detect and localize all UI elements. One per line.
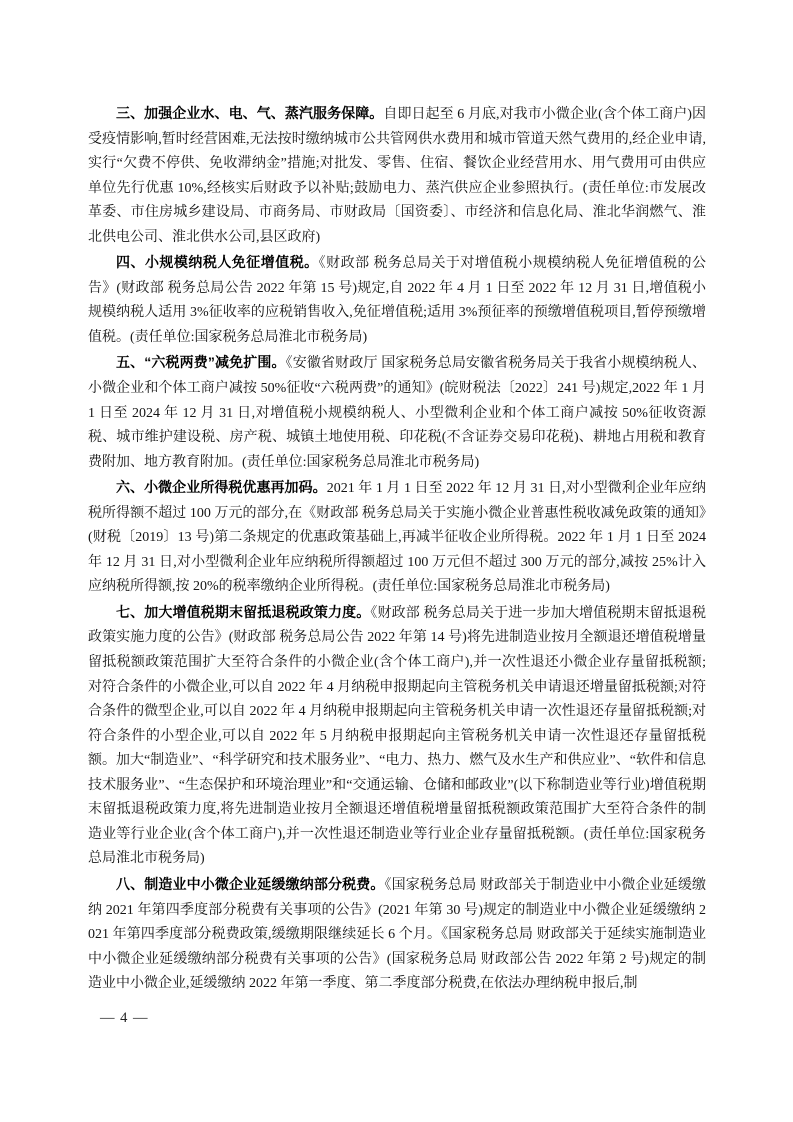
document-content (88, 101, 706, 997)
paragraph-heading: 四、小规模纳税人免征增值税。 (116, 254, 319, 271)
paragraph-body: 《财政部 税务总局关于对增值税小规模纳税人免征增值税的公告》(财政部 税务总局公告 2022 年第 15 号)规定,自 2022 年 4 月 1 日至 2022 年 12 月 31 日,增值税小规模纳税人适用 3%征收率的应税销售收入,免征增值税;适用 3%预征率的预缴增值税项目,暂停预缴增值税。(责任单位:国家税务总局淮北市税务局) (88, 256, 707, 345)
page-number: — 4 — (100, 1010, 149, 1026)
paragraph-heading: 五、“六税两费”减免扩围。 (116, 354, 286, 371)
policy-paragraph-3 (88, 101, 706, 250)
paragraph-body: 《安徽省财政厅 国家税务总局安徽省税务局关于我省小规模纳税人、小微企业和个体工商户减按 50%征收“六税两费”的通知》(皖财税法〔2022〕241 号)规定,2022 年 1 月 1 日至 2024 年 12 月 31 日,对增值税小规模纳税人、小型微利企业和个体工商户减按 50%征收资源税、城市维护建设税、房产税、城镇土地使用税、印花税(不含证券交易印花税)、耕地占用税和教育费附加、地方教育附加。(责任单位:国家税务总局淮北市税务局) (88, 356, 707, 470)
paragraph-body: 自即日起至 6 月底,对我市小微企业(含个体工商户)因受疫情影响,暂时经营困难,无法按时缴纳城市公共管网供水费用和城市管道天然气费用的,经企业申请,实行“欠费不停供、免收滞纳金”措施;对批发、零售、住宿、餐饮企业经营用水、用气费用可由供应单位先行优惠 10%,经核实后财政予以补贴;鼓励电力、蒸汽供应企业参照执行。(责任单位:市发展改革委、市住房城乡建设局、市商务局、市财政局〔国资委〕、市经济和信息化局、淮北华润燃气、淮北供电公司、淮北供水公司,县区政府) (88, 107, 707, 245)
paragraph-body: 2021 年 1 月 1 日至 2022 年 12 月 31 日,对小型微利企业年应纳税所得额不超过 100 万元的部分,在《财政部 税务总局关于实施小微企业普惠性税收减免政策的通知》(财税〔2019〕13 号)第二条规定的优惠政策基础上,再减半征收企业所得税。2022 年 1 月 1 日至 2024 年 12 月 31 日,对小型微利企业年应纳税所得额超过 100 万元但不超过 300 万元的部分,减按 25%计入应纳税所得额,按 20%的税率缴纳企业所得税。(责任单位:国家税务总局淮北市税务局) (88, 481, 707, 595)
paragraph-heading: 七、加大增值税期末留抵退税政策力度。 (116, 603, 371, 620)
policy-paragraph-8 (88, 872, 706, 997)
paragraph-heading: 八、制造业中小微企业延缓缴纳部分税费。 (116, 875, 385, 892)
paragraph-body: 《财政部 税务总局关于进一步加大增值税期末留抵退税政策实施力度的公告》(财政部 税务总局公告 2022 年第 14 号)将先进制造业按月全额退还增值税增量留抵税额政策范围扩大至符合条件的小微企业(含个体工商户),并一次性退还小微企业存量留抵税额;对符合条件的小微企业,可以自 2022 年 4 月纳税申报期起向主管税务机关申请退还增量留抵税额;对符合条件的微型企业,可以自 2022 年 4 月纳税申报期起向主管税务机关申请一次性退还存量留抵税额;对符合条件的小型企业,可以自 2022 年 5 月纳税申报期起向主管税务机关申请一次性退还存量留抵税额。加大“制造业”、“科学研究和技术服务业”、“电力、热力、燃气及水生产和供应业”、“软件和信息技术服务业”、“生态保护和环境治理业”和“交通运输、仓储和邮政业”(以下称制造业等行业)增值税期末留抵退税政策力度,将先进制造业按月全额退还增值税增量留抵税额政策范围扩大至符合条件的制造业等行业企业(含个体工商户),并一次性退还制造业等行业企业存量留抵税额。(责任单位:国家税务总局淮北市税务局) (88, 605, 707, 867)
policy-paragraph-7 (88, 600, 706, 872)
paragraph-body: 《国家税务总局 财政部关于制造业中小微企业延缓缴纳 2021 年第四季度部分税费有关事项的公告》(2021 年第 30 号)规定的制造业中小微企业延缓缴纳 2021 年第四季度部分税费政策,缓缴期限继续延长 6 个月。《国家税务总局 财政部关于延续实施制造业中小微企业延缓缴纳部分税费有关事项的公告》(国家税务总局 财政部公告 2022 年第 2 号)规定的制造业中小微企业,延缓缴纳 2022 年第一季度、第二季度部分税费,在依法办理纳税申报后,制 (88, 877, 707, 992)
paragraph-heading: 六、小微企业所得税优惠再加码。 (116, 479, 327, 496)
policy-paragraph-6 (88, 475, 706, 600)
policy-paragraph-4 (88, 250, 706, 350)
policy-paragraph-5 (88, 350, 706, 475)
paragraph-heading: 三、加强企业水、电、气、蒸汽服务保障。 (116, 105, 384, 121)
